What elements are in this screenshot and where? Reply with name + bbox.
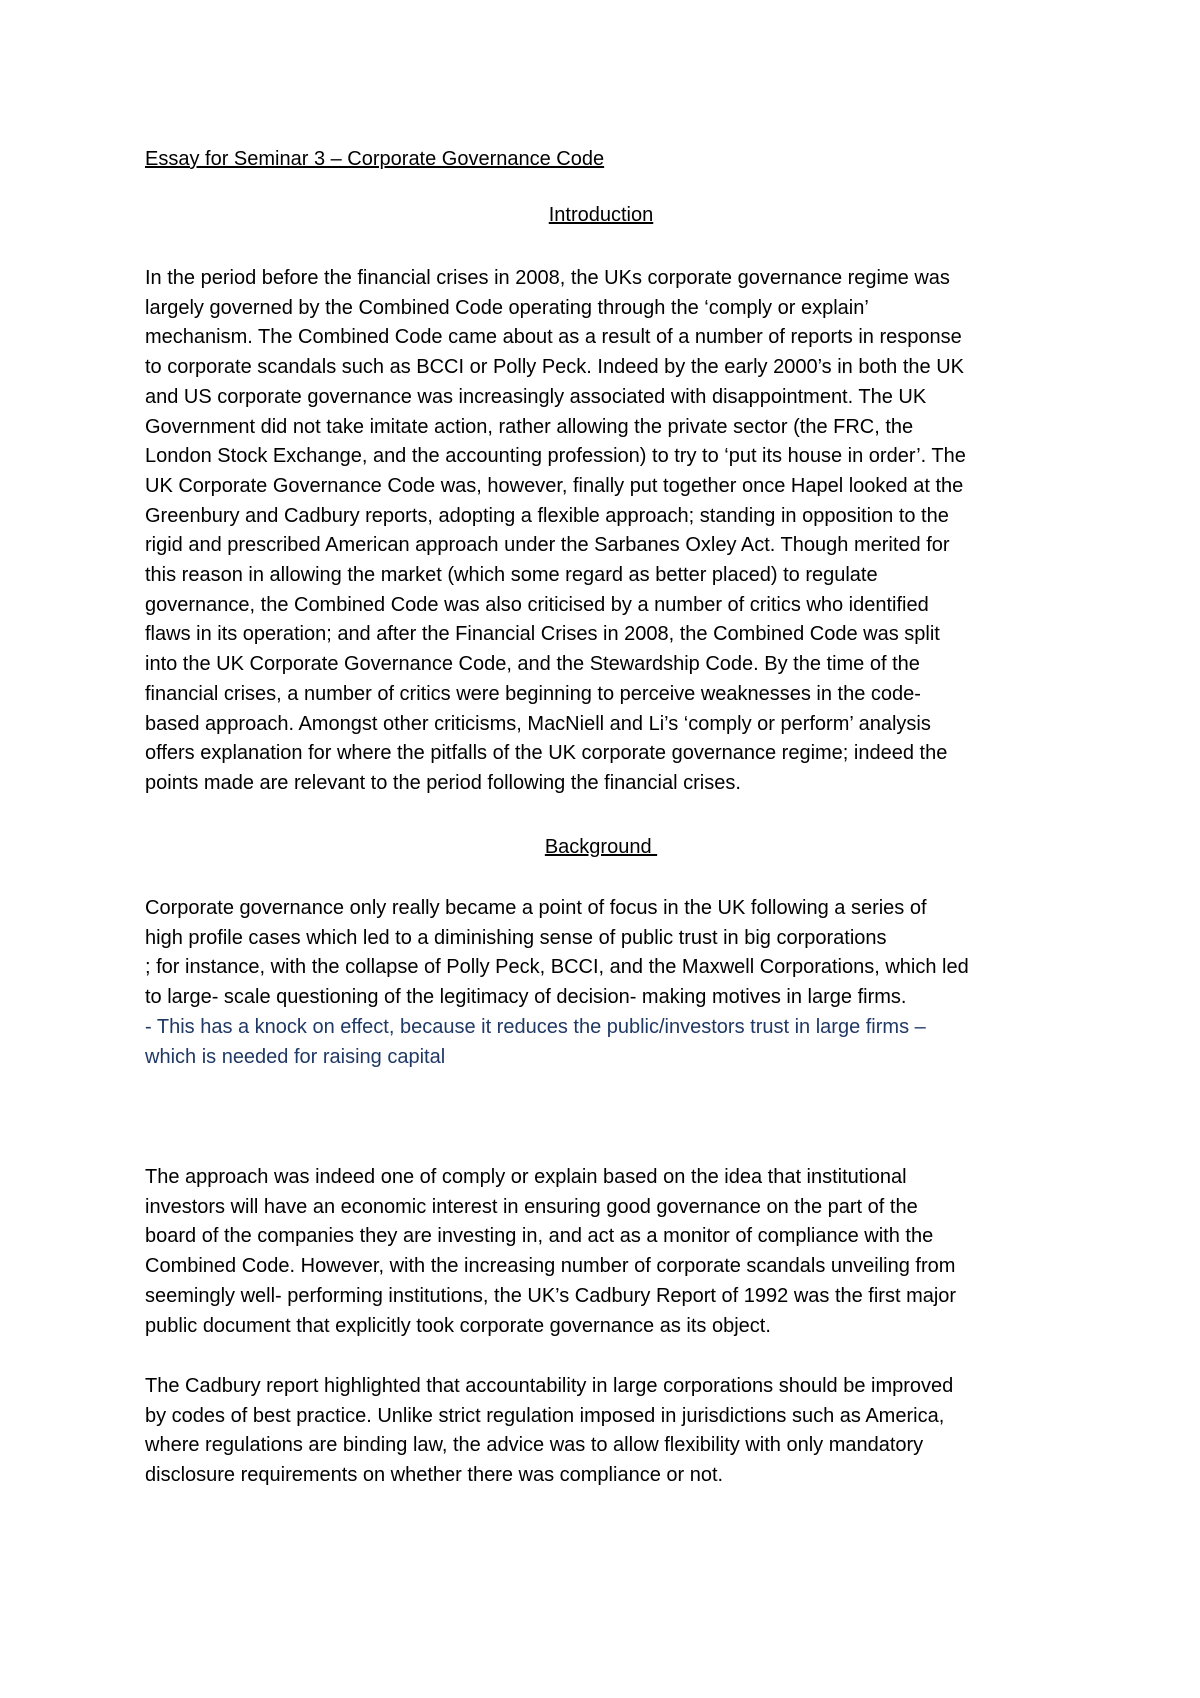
text-line: rigid and prescribed American approach under the Sarbanes Oxley Act. Though merited for — [145, 534, 950, 557]
text-line: seemingly well- performing institutions, the UK’s Cadbury Report of 1992 was the first major — [145, 1284, 957, 1307]
text-line: financial crises, a number of critics were beginning to perceive weaknesses in the code- — [145, 682, 921, 705]
text-line: The Cadbury report highlighted that accountability in large corporations should be improved — [145, 1375, 954, 1397]
text-line: flaws in its operation; and after the Financial Crises in 2008, the Combined Code was split — [145, 623, 940, 646]
text-line: by codes of best practice. Unlike strict regulation imposed in jurisdictions such as America, — [145, 1404, 945, 1427]
introduction-paragraph — [145, 264, 1065, 799]
text-line: disclosure requirements on whether there was compliance or not. — [145, 1464, 724, 1487]
background-heading: Background — [544, 836, 658, 858]
text-line: to large- scale questioning of the legitimacy of decision- making motives in large firms. — [145, 986, 907, 1009]
background-paragraph-2 — [145, 1163, 1065, 1341]
text-line: public document that explicitly took corporate governance as its object. — [145, 1314, 771, 1337]
text-line: ; for instance, with the collapse of Polly Peck, BCCI, and the Maxwell Corporations, which led — [145, 956, 969, 979]
text-line: governance, the Combined Code was also criticised by a number of critics who identified — [145, 593, 929, 616]
text-line: London Stock Exchange, and the accounting profession) to try to ‘put its house in order’. The — [145, 445, 966, 468]
text-line: and US corporate governance was increasingly associated with disappointment. The UK — [145, 385, 927, 408]
text-line: Corporate governance only really became a point of focus in the UK following a series of — [145, 897, 927, 919]
text-line: largely governed by the Combined Code operating through the ‘comply or explain’ — [145, 296, 869, 319]
annotation-note-line: - This has a knock on effect, because it reduces the public/investors trust in large firms – — [145, 1015, 926, 1038]
text-line: this reason in allowing the market (which some regard as better placed) to regulate — [145, 564, 878, 587]
text-line: Greenbury and Cadbury reports, adopting a flexible approach; standing in opposition to the — [145, 504, 949, 527]
text-line: The approach was indeed one of comply or explain based on the idea that institutional — [145, 1166, 907, 1188]
text-line: based approach. Amongst other criticisms, MacNiell and Li’s ‘comply or perform’ analysis — [145, 712, 931, 735]
text-line: Government did not take imitate action, rather allowing the private sector (the FRC, the — [145, 415, 914, 438]
text-line: In the period before the financial crises in 2008, the UKs corporate governance regime was — [145, 267, 950, 289]
text-line: offers explanation for where the pitfalls of the UK corporate governance regime; indeed the — [145, 742, 948, 765]
text-line: investors will have an economic interest in ensuring good governance on the part of the — [145, 1195, 918, 1218]
text-line: points made are relevant to the period following the financial crises. — [145, 771, 741, 794]
annotation-note-line: which is needed for raising capital — [145, 1045, 446, 1068]
text-line: Combined Code. However, with the increasing number of corporate scandals unveiling from — [145, 1255, 956, 1278]
text-line: board of the companies they are investing in, and act as a monitor of compliance with the — [145, 1225, 934, 1248]
text-line: mechanism. The Combined Code came about as a result of a number of reports in response — [145, 326, 962, 349]
introduction-heading: Introduction — [548, 204, 654, 226]
document-title: Essay for Seminar 3 – Corporate Governance Code — [145, 148, 605, 170]
background-paragraph-3 — [145, 1372, 1065, 1491]
text-line: into the UK Corporate Governance Code, and the Stewardship Code. By the time of the — [145, 653, 920, 676]
text-line: UK Corporate Governance Code was, however, finally put together once Hapel looked at the — [145, 474, 964, 497]
text-line: high profile cases which led to a diminishing sense of public trust in big corporations — [145, 926, 887, 949]
text-line: to corporate scandals such as BCCI or Polly Peck. Indeed by the early 2000’s in both the UK — [145, 356, 964, 379]
text-line: where regulations are binding law, the advice was to allow flexibility with only mandatory — [145, 1434, 924, 1457]
background-paragraph-1 — [145, 894, 1065, 1072]
